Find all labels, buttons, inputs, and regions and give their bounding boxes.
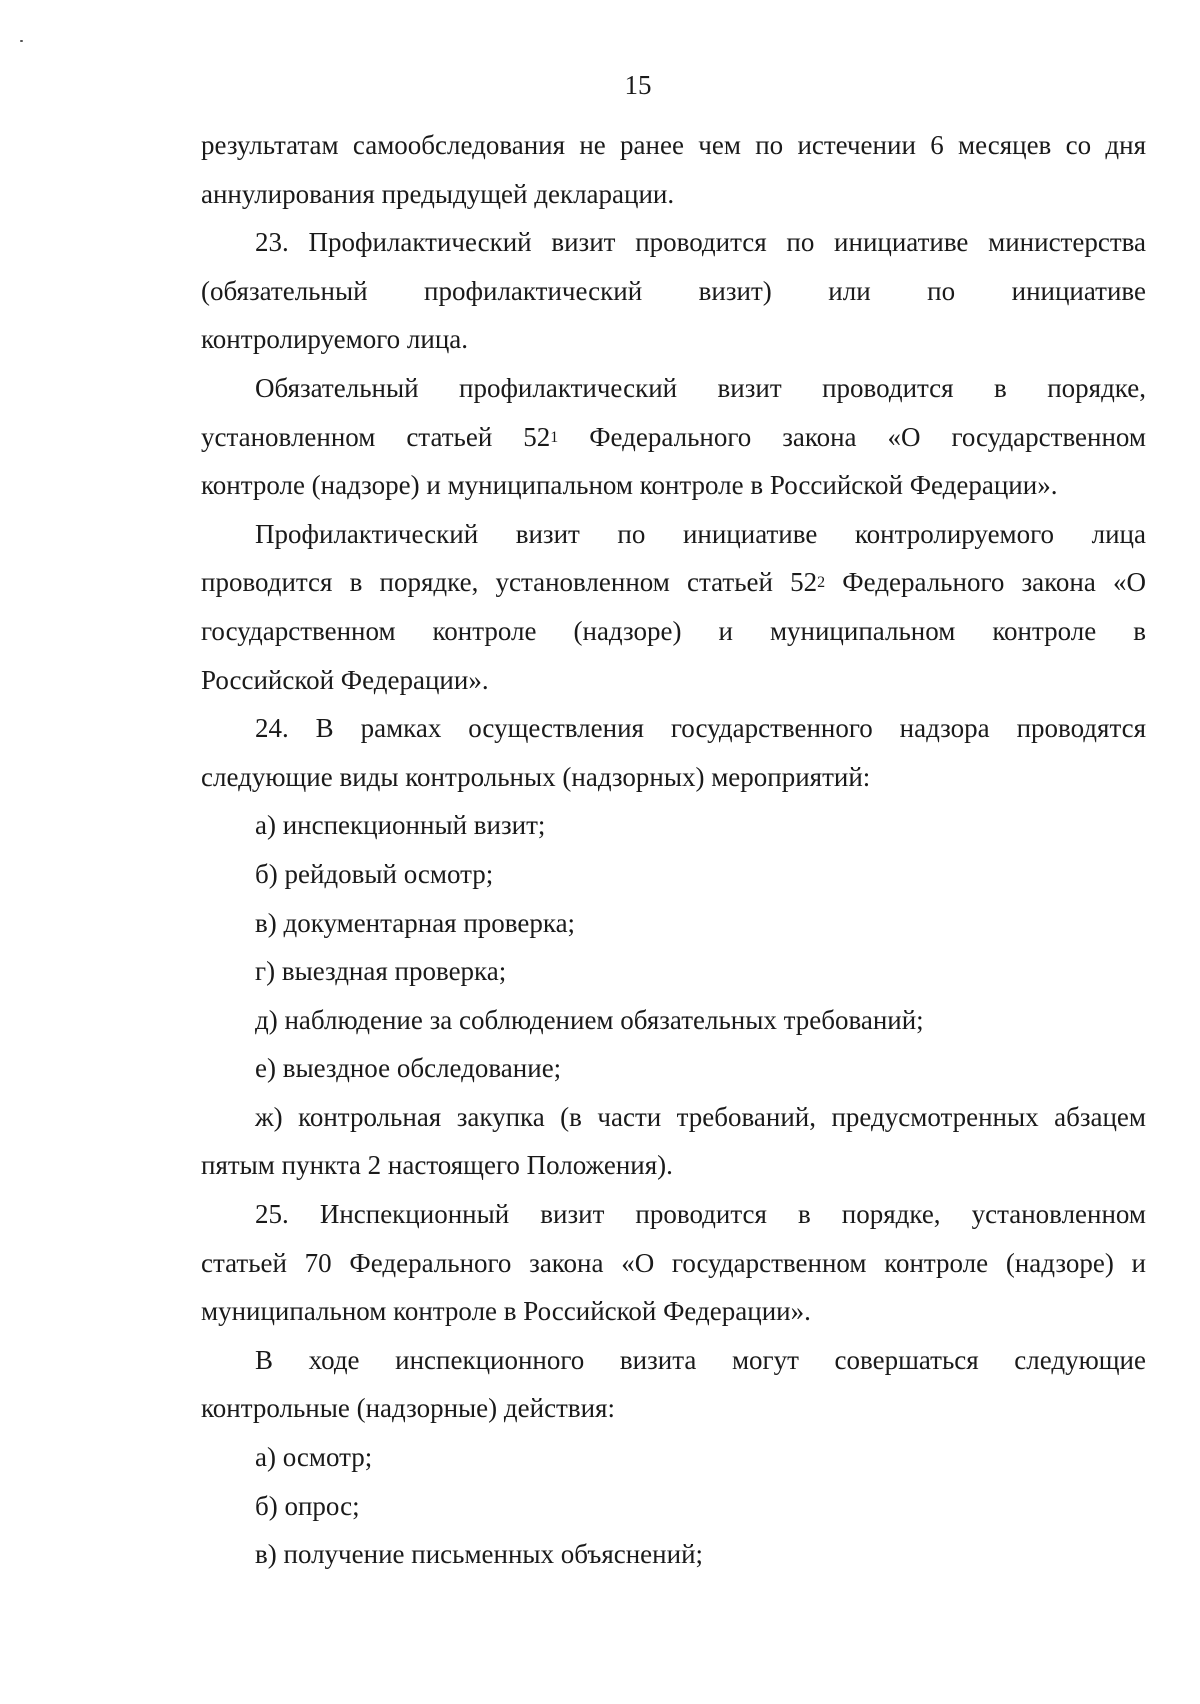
text-line: ж) контрольная закупка (в части требований, предусмотренных абзацем — [255, 1101, 1146, 1132]
text-line: аннулирования предыдущей декларации. — [201, 178, 675, 209]
text-line: Обязательный профилактический визит проводится в порядке, — [255, 372, 1146, 403]
text-line: в) документарная проверка; — [255, 907, 576, 938]
superscript: 1 — [550, 428, 559, 446]
text-line — [201, 558, 1146, 607]
text-line: пятым пункта 2 настоящего Положения). — [201, 1150, 673, 1181]
text-line: контрольные (надзорные) действия: — [201, 1393, 615, 1424]
text-line: 25. Инспекционный визит проводится в порядке, установленном — [255, 1199, 1146, 1230]
document-body — [201, 121, 1146, 1579]
text-line: г) выездная проверка; — [255, 956, 507, 987]
text-line: 24. В рамках осуществления государственного надзора проводятся — [255, 713, 1146, 744]
text-line — [201, 413, 1146, 462]
text-line: В ходе инспекционного визита могут совершаться следующие — [255, 1344, 1146, 1375]
text-line: результатам самообследования не ранее чем по истечении 6 месяцев со дня — [201, 130, 1146, 160]
text-line: статьей 70 Федерального закона «О государственном контроле (надзоре) и — [201, 1247, 1146, 1278]
page-number: 15 — [624, 70, 652, 100]
superscript: 2 — [817, 574, 826, 592]
text-segment: установленном статьей 52 — [201, 421, 551, 452]
text-line: Российской Федерации». — [201, 664, 489, 695]
text-line: контроле (надзоре) и муниципальном контроле в Российской Федерации». — [201, 470, 1058, 501]
text-line: (обязательный профилактический визит) или по инициативе — [201, 275, 1146, 306]
text-line: е) выездное обследование; — [255, 1053, 562, 1084]
text-line: в) получение письменных объяснений; — [255, 1539, 704, 1570]
text-line: б) рейдовый осмотр; — [255, 858, 494, 889]
text-line: б) опрос; — [255, 1490, 360, 1521]
text-line: Профилактический визит по инициативе контролируемого лица — [255, 518, 1146, 549]
text-line: контролируемого лица. — [201, 324, 469, 355]
text-line: а) осмотр; — [255, 1442, 373, 1473]
scan-speck — [20, 40, 23, 42]
text-line: государственном контроле (надзоре) и муниципальном контроле в — [201, 615, 1146, 646]
text-line: следующие виды контрольных (надзорных) мероприятий: — [201, 761, 871, 792]
text-line: а) инспекционный визит; — [255, 810, 546, 841]
text-segment: проводится в порядке, установленном статьей 52 — [201, 567, 818, 598]
text-line: д) наблюдение за соблюдением обязательных требований; — [255, 1004, 924, 1035]
text-line: муниципальном контроле в Российской Федерации». — [201, 1296, 811, 1327]
text-segment: Федерального закона «О — [825, 567, 1147, 598]
text-segment: Федерального закона «О государственном — [558, 421, 1146, 452]
text-line: 23. Профилактический визит проводится по инициативе министерства — [255, 227, 1146, 258]
